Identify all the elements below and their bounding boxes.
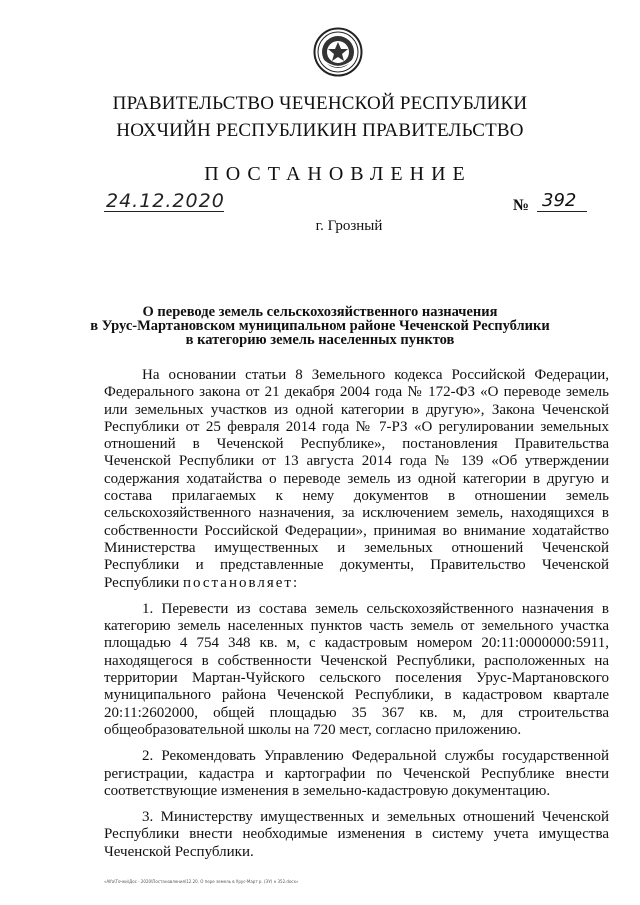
- document-body: [104, 367, 609, 861]
- preamble-paragraph: [104, 367, 609, 592]
- clause-3: 3. Министерству имущественных и земельных отношений Чеченской Республики внести необходимые изменения в систему учета имущества Чеченской Республики.: [104, 809, 609, 860]
- city-of-issue: г. Грозный: [315, 218, 383, 234]
- document-date: 24.12.2020: [106, 190, 225, 212]
- document-type-title: ПОСТАНОВЛЕНИЕ: [204, 163, 472, 185]
- emblem-icon: [313, 27, 363, 77]
- subject-line: в Урус-Мартановском муниципальном районе Чеченской Республики: [90, 318, 550, 334]
- subject-line: в категорию земель населенных пунктов: [185, 332, 455, 348]
- government-title-chechen: НОХЧИЙН РЕСПУБЛИКИН ПРАВИТЕЛЬСТВО: [116, 120, 524, 141]
- resolves-keyword: постановляет:: [183, 574, 300, 591]
- document-number: 392: [537, 191, 587, 212]
- file-path-footer: «Alfa\Точки\Дос - 2020\Постановления\12.20. О пере земель в Урус-Март р. (ЭУ) н 352.docх»: [104, 879, 299, 884]
- number-label: №: [513, 197, 530, 214]
- subject-line: О переводе земель сельскохозяйственного назначения: [142, 304, 498, 320]
- clause-1: 1. Перевести из состава земель сельскохозяйственного назначения в категорию земель населенных пунктов часть земель от земельного участка площадью 4 754 348 кв. м, с кадастровым номером 20:11:0000000:5911, находящегося в собственности Чеченской Республики, расположенных на территории Мартан-Чуйского сельского поселения Урус-Мартановского муниципального района Чеченской Республики, в кадастровом квартале 20:11:2602000, общей площадью 35 367 кв. м, для строительства общеобразовательной школы на 720 мест, согласно приложению.: [104, 600, 609, 738]
- government-title-russian: ПРАВИТЕЛЬСТВО ЧЕЧЕНСКОЙ РЕСПУБЛИКИ: [112, 93, 528, 114]
- clause-2: 2. Рекомендовать Управлению Федеральной службы государственной регистрации, кадастра и картографии по Чеченской Республике внести соответствующие изменения в земельно-кадастровую документацию.: [104, 748, 609, 799]
- preamble-text: На основании статьи 8 Земельного кодекса Российской Федерации, Федерального закона от 21 декабря 2004 года № 172-ФЗ «О переводе земель или земельных участков из одной категории в другую», Закона Чеченской Республики от 25 февраля 2014 года № 7-РЗ «О регулировании земельных отношений в Чеченской Республике», постановления Правительства Чеченской Республики от 13 августа 2014 года № 139 «Об утверждении содержания ходатайства о переводе земель из одной категории в другую и состава прилагаемых к нему документов в отношении земель сельскохозяйственного назначения, за исключением земель, находящихся в собственности Российской Федерации», принимая во внимание ходатайство Министерства имущественных и земельных отношений Чеченской Республики и представленные документы, Правительство Чеченской Республики: [104, 367, 609, 591]
- document-subject: [0, 305, 640, 347]
